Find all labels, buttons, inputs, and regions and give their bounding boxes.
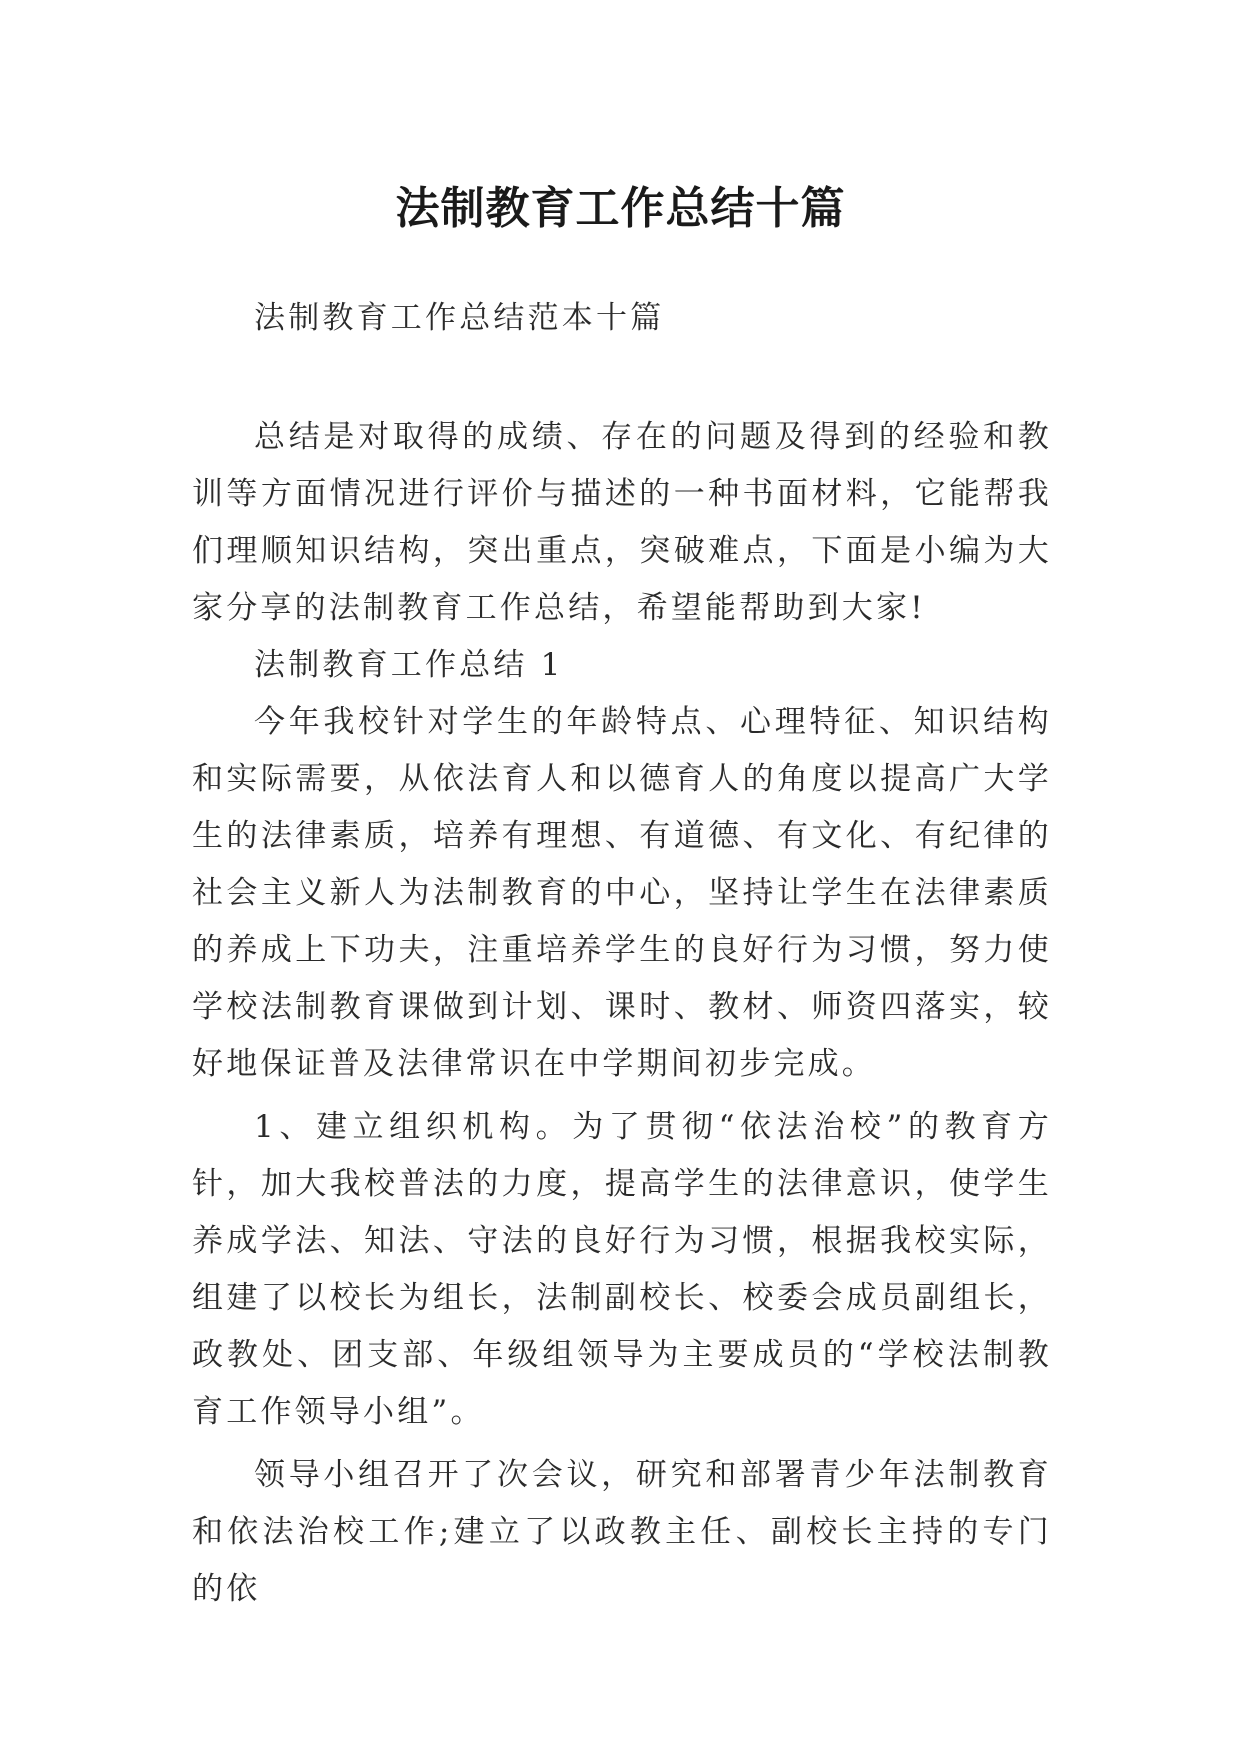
body-paragraph: 今年我校针对学生的年龄特点、心理特征、知识结构和实际需要，从依法育人和以德育人的角度以提高广大学生的法律素质，培养有理想、有道德、有文化、有纪律的社会主义新人为法制教育的中心，坚持让学生在法律素质的养成上下功夫，注重培养学生的良好行为习惯，努力使学校法制教育课做到计划、课时、教材、师资四落实，较好地保证普及法律常识在中学期间初步完成。	[192, 704, 1052, 1082]
document-body	[192, 290, 1052, 1618]
body-paragraph: 领导小组召开了次会议，研究和部署青少年法制教育和依法治校工作;建立了以政教主任、副校长主持的专门的依	[192, 1457, 1052, 1607]
body-paragraph: 1、建立组织机构。为了贯彻“依法治校”的教育方针，加大我校普法的力度，提高学生的法律意识，使学生养成学法、知法、守法的良好行为习惯，根据我校实际，组建了以校长为组长，法制副校长、校委会成员副组长，政教处、团支部、年级组领导为主要成员的“学校法制教育工作领导小组”。	[192, 1109, 1052, 1430]
document-title: 法制教育工作总结十篇	[395, 183, 846, 235]
intro-paragraph: 总结是对取得的成绩、存在的问题及得到的经验和教训等方面情况进行评价与描述的一种书面材料，它能帮我们理顺知识结构，突出重点，突破难点，下面是小编为大家分享的法制教育工作总结，希望能帮助到大家!	[192, 419, 1052, 626]
section-heading: 法制教育工作总结 1	[254, 647, 564, 683]
document-subtitle: 法制教育工作总结范本十篇	[254, 300, 665, 336]
